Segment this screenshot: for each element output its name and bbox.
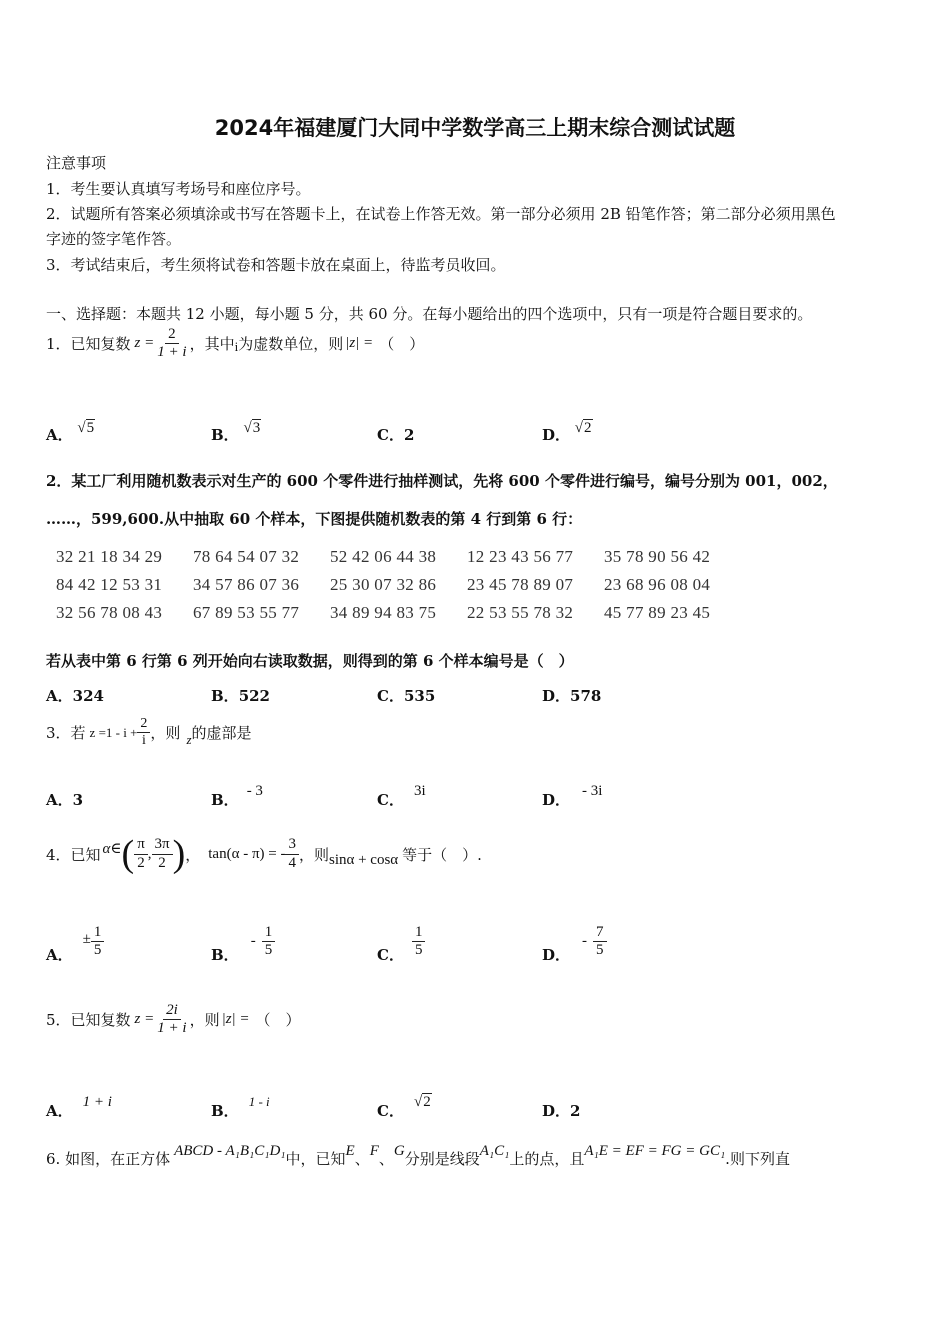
question-1 bbox=[46, 326, 424, 362]
option-label: D． bbox=[542, 426, 571, 444]
table-cell: 25 30 07 32 86 bbox=[330, 575, 437, 594]
q4-sep: ， bbox=[185, 845, 201, 864]
sqrt-icon: √5 bbox=[77, 420, 95, 436]
option-fraction bbox=[593, 924, 607, 960]
q3-suffix: 的虚部是 bbox=[191, 724, 252, 743]
q4-lparen: ( bbox=[121, 833, 135, 875]
table-row bbox=[56, 575, 741, 603]
random-number-table bbox=[56, 547, 741, 631]
q6-mid1: 中，已知 bbox=[285, 1150, 346, 1168]
q4-option-d bbox=[542, 918, 607, 965]
sqrt-icon: √2 bbox=[574, 420, 592, 436]
option-sign: - bbox=[582, 933, 588, 949]
q1-mid2: 为虚数单位，则 bbox=[238, 335, 344, 354]
notice-heading: 注意事项 bbox=[46, 154, 107, 172]
q4-prefix: 4．已知 bbox=[46, 845, 101, 864]
option-fraction bbox=[91, 924, 105, 960]
table-cell: 34 57 86 07 36 bbox=[193, 575, 300, 594]
q4-f3-num: 3 bbox=[285, 836, 299, 854]
table-row bbox=[56, 603, 741, 631]
q1-frac-den: 1 + i bbox=[157, 344, 187, 361]
table-cell: 22 53 55 78 32 bbox=[467, 603, 574, 622]
option-num: 7 bbox=[593, 924, 607, 942]
q2-line1: 2．某工厂利用随机数表示对生产的 600 个零件进行抽样测试，先将 600 个零件进行编号，编号分别为 001，002， bbox=[46, 472, 838, 490]
q5-prefix: 5．已知复数 bbox=[46, 1011, 131, 1030]
option-value: 2 bbox=[570, 1102, 581, 1120]
option-value: - 3 bbox=[246, 783, 263, 799]
q1-mid: ，其中 bbox=[189, 335, 235, 354]
q3-mid: ，则 bbox=[150, 724, 181, 743]
option-label: C． bbox=[377, 791, 404, 809]
question-4 bbox=[46, 835, 482, 873]
option-label: B． bbox=[211, 426, 239, 444]
option-label: C． bbox=[377, 426, 404, 444]
q3-option-c bbox=[377, 776, 426, 810]
q5-suffix: （ ） bbox=[255, 1011, 301, 1030]
table-cell: 35 78 90 56 42 bbox=[604, 547, 711, 566]
q3-z: z bbox=[186, 731, 192, 747]
q4-comma: , bbox=[147, 845, 152, 862]
q6-mid3: 上的点，且 bbox=[509, 1150, 585, 1168]
option-label: D． bbox=[542, 946, 571, 964]
q4-option-c bbox=[377, 918, 425, 965]
option-label: B． bbox=[211, 687, 239, 705]
q3-fraction bbox=[137, 716, 150, 749]
q4-f2-den: 2 bbox=[158, 854, 166, 871]
option-value: 535 bbox=[403, 687, 436, 705]
option-value: 3 bbox=[72, 791, 84, 809]
notice-item: 3．考试结束后，考生须将试卷和答题卡放在桌面上，待监考员收回。 bbox=[46, 256, 506, 274]
table-cell: 23 68 96 08 04 bbox=[604, 575, 711, 594]
table-cell: 32 21 18 34 29 bbox=[56, 547, 163, 566]
table-cell: 23 45 78 89 07 bbox=[467, 575, 574, 594]
q1-option-a bbox=[46, 412, 95, 445]
question-3 bbox=[46, 716, 252, 749]
option-label: B． bbox=[211, 946, 239, 964]
q4-frac1 bbox=[134, 836, 148, 872]
section-heading: 一、选择题：本题共 12 小题，每小题 5 分，共 60 分。在每小题给出的四个选项中，只有一项是符合题目要求的。 bbox=[46, 305, 813, 323]
q2-question: 若从表中第 6 行第 6 列开始向右读取数据，则得到的第 6 个样本编号是（ ） bbox=[46, 652, 574, 670]
question-5 bbox=[46, 1002, 301, 1038]
option-den: 5 bbox=[264, 942, 273, 958]
option-value: 3i bbox=[413, 783, 426, 799]
table-cell: 34 89 94 83 75 bbox=[330, 603, 437, 622]
q5-mid: ，则 bbox=[189, 1011, 220, 1030]
q4-f1-num: π bbox=[134, 836, 148, 854]
q5-option-b bbox=[211, 1088, 270, 1121]
table-cell: 45 77 89 23 45 bbox=[604, 603, 711, 622]
option-value: 5 bbox=[86, 420, 95, 436]
option-label: B． bbox=[211, 791, 239, 809]
q6-cube: ABCD - A₁B₁C₁D₁ bbox=[174, 1143, 286, 1159]
notice-item: 字迹的签字笔作答。 bbox=[46, 230, 182, 248]
q1-prefix: 1．已知复数 bbox=[46, 335, 131, 354]
q6-sep1: 、 bbox=[354, 1150, 370, 1168]
q1-z-eq: z = bbox=[134, 335, 155, 352]
option-num: 1 bbox=[412, 924, 426, 942]
q4-alpha-in: α∈ bbox=[102, 840, 122, 857]
q5-abs: |z| = bbox=[221, 1011, 250, 1028]
q1-suffix: （ ） bbox=[379, 335, 425, 354]
page-title: 2024年福建厦门大同中学数学高三上期末综合测试试题 bbox=[214, 116, 736, 140]
q6-sep2: 、 bbox=[378, 1150, 394, 1168]
q1-option-d bbox=[542, 412, 593, 445]
table-row bbox=[56, 547, 741, 575]
q4-suffix: 等于（ ）. bbox=[402, 845, 482, 864]
q2-option-c bbox=[377, 685, 435, 706]
question-6 bbox=[46, 1143, 790, 1169]
q3-frac-den: i bbox=[141, 733, 146, 749]
q3-prefix: 3．若 bbox=[46, 724, 86, 743]
q4-f2-num: 3π bbox=[152, 836, 173, 854]
option-value: 1 + i bbox=[82, 1094, 112, 1110]
q1-frac-num: 2 bbox=[165, 326, 179, 344]
q4-f3-den: 4 bbox=[288, 854, 296, 871]
q2-line2: ……，599,600.从中抽取 60 个样本，下图提供随机数表的第 4 行到第 6 行： bbox=[46, 510, 583, 528]
q4-frac3 bbox=[285, 836, 299, 872]
q5-fraction bbox=[154, 1002, 189, 1038]
option-label: A． bbox=[46, 426, 73, 444]
q6-mid2: 分别是线段 bbox=[404, 1150, 480, 1168]
q1-option-b bbox=[211, 412, 261, 445]
option-label: D． bbox=[542, 687, 571, 705]
q4-option-b bbox=[211, 918, 275, 965]
option-num: 1 bbox=[93, 923, 102, 940]
q3-eq: z =1 - i + bbox=[89, 724, 138, 740]
table-cell: 12 23 43 56 77 bbox=[467, 547, 574, 566]
table-cell: 32 56 78 08 43 bbox=[56, 603, 163, 622]
option-value: 3 bbox=[252, 420, 261, 436]
q2-option-b bbox=[211, 685, 270, 706]
q6-f: F bbox=[369, 1143, 379, 1159]
option-label: C． bbox=[377, 687, 404, 705]
option-den: 5 bbox=[91, 941, 105, 959]
option-num: 1 bbox=[262, 924, 276, 942]
option-fraction bbox=[262, 924, 276, 960]
q6-prefix: 6. 如图，在正方体 bbox=[46, 1150, 171, 1168]
q3-option-a bbox=[46, 789, 83, 810]
q5-option-d bbox=[542, 1100, 580, 1121]
option-value: 324 bbox=[72, 687, 104, 705]
option-value: 522 bbox=[238, 687, 270, 705]
q6-seg: A₁C₁ bbox=[479, 1143, 510, 1159]
q1-fraction bbox=[154, 326, 189, 362]
notice-item: 1．考生要认真填写考场号和座位序号。 bbox=[46, 180, 311, 198]
q5-option-a bbox=[46, 1088, 112, 1121]
option-label: B． bbox=[211, 1102, 239, 1120]
option-value: 578 bbox=[570, 687, 602, 705]
option-sign: - bbox=[250, 933, 256, 949]
option-label: A． bbox=[46, 687, 73, 705]
option-value: - 3i bbox=[582, 783, 603, 799]
option-label: C． bbox=[377, 946, 404, 964]
q4-f1-den: 2 bbox=[137, 854, 145, 871]
sqrt-icon: √3 bbox=[243, 420, 261, 436]
q5-z-eq: z = bbox=[134, 1011, 155, 1028]
option-label: A． bbox=[46, 946, 73, 964]
q6-e: E bbox=[345, 1143, 355, 1159]
q4-frac2 bbox=[152, 836, 173, 872]
table-cell: 78 64 54 07 32 bbox=[193, 547, 300, 566]
table-cell: 84 42 12 53 31 bbox=[56, 575, 163, 594]
q5-frac-num: 2i bbox=[163, 1002, 181, 1020]
q6-suffix: .则下列直 bbox=[725, 1150, 790, 1168]
option-value: 2 bbox=[584, 420, 592, 436]
option-label: A． bbox=[46, 1102, 73, 1120]
option-value: 1 - i bbox=[248, 1094, 270, 1109]
q1-abs: |z| = bbox=[345, 335, 374, 352]
table-cell: 52 42 06 44 38 bbox=[330, 547, 437, 566]
option-label: D． bbox=[542, 791, 571, 809]
q3-option-b bbox=[211, 776, 263, 810]
q4-tan: tan(α - π) = - bbox=[208, 845, 286, 862]
q3-option-d bbox=[542, 776, 602, 810]
option-label: A． bbox=[46, 791, 73, 809]
q1-i: i bbox=[234, 338, 239, 354]
option-value: 2 bbox=[423, 1094, 431, 1110]
q4-expr: sinα + cosα bbox=[328, 851, 399, 868]
q6-g: G bbox=[393, 1143, 405, 1159]
sqrt-icon: √2 bbox=[413, 1094, 431, 1110]
q2-option-a bbox=[46, 685, 104, 706]
q1-option-c bbox=[377, 424, 414, 445]
q4-option-a bbox=[46, 918, 104, 965]
notice-item: 2．试题所有答案必须填涂或书写在答题卡上，在试卷上作答无效。第一部分必须用 2B 铅笔作答；第二部分必须用黑色 bbox=[46, 205, 836, 223]
table-cell: 67 89 53 55 77 bbox=[193, 603, 300, 622]
option-label: C． bbox=[377, 1102, 404, 1120]
q5-frac-den: 1 + i bbox=[157, 1020, 187, 1037]
option-den: 5 bbox=[596, 942, 604, 958]
q4-rparen: ) bbox=[172, 833, 186, 875]
q4-mid: ，则 bbox=[298, 845, 329, 864]
option-value: 2 bbox=[403, 426, 415, 444]
q6-eq: A₁E = EF = FG = GC₁ bbox=[584, 1143, 726, 1159]
q2-option-d bbox=[542, 685, 601, 706]
q3-frac-num: 2 bbox=[137, 716, 150, 733]
option-den: 5 bbox=[414, 942, 423, 958]
option-sign: ± bbox=[82, 931, 91, 947]
option-label: D． bbox=[542, 1102, 571, 1120]
q5-option-c bbox=[377, 1088, 432, 1121]
option-fraction bbox=[412, 924, 426, 960]
